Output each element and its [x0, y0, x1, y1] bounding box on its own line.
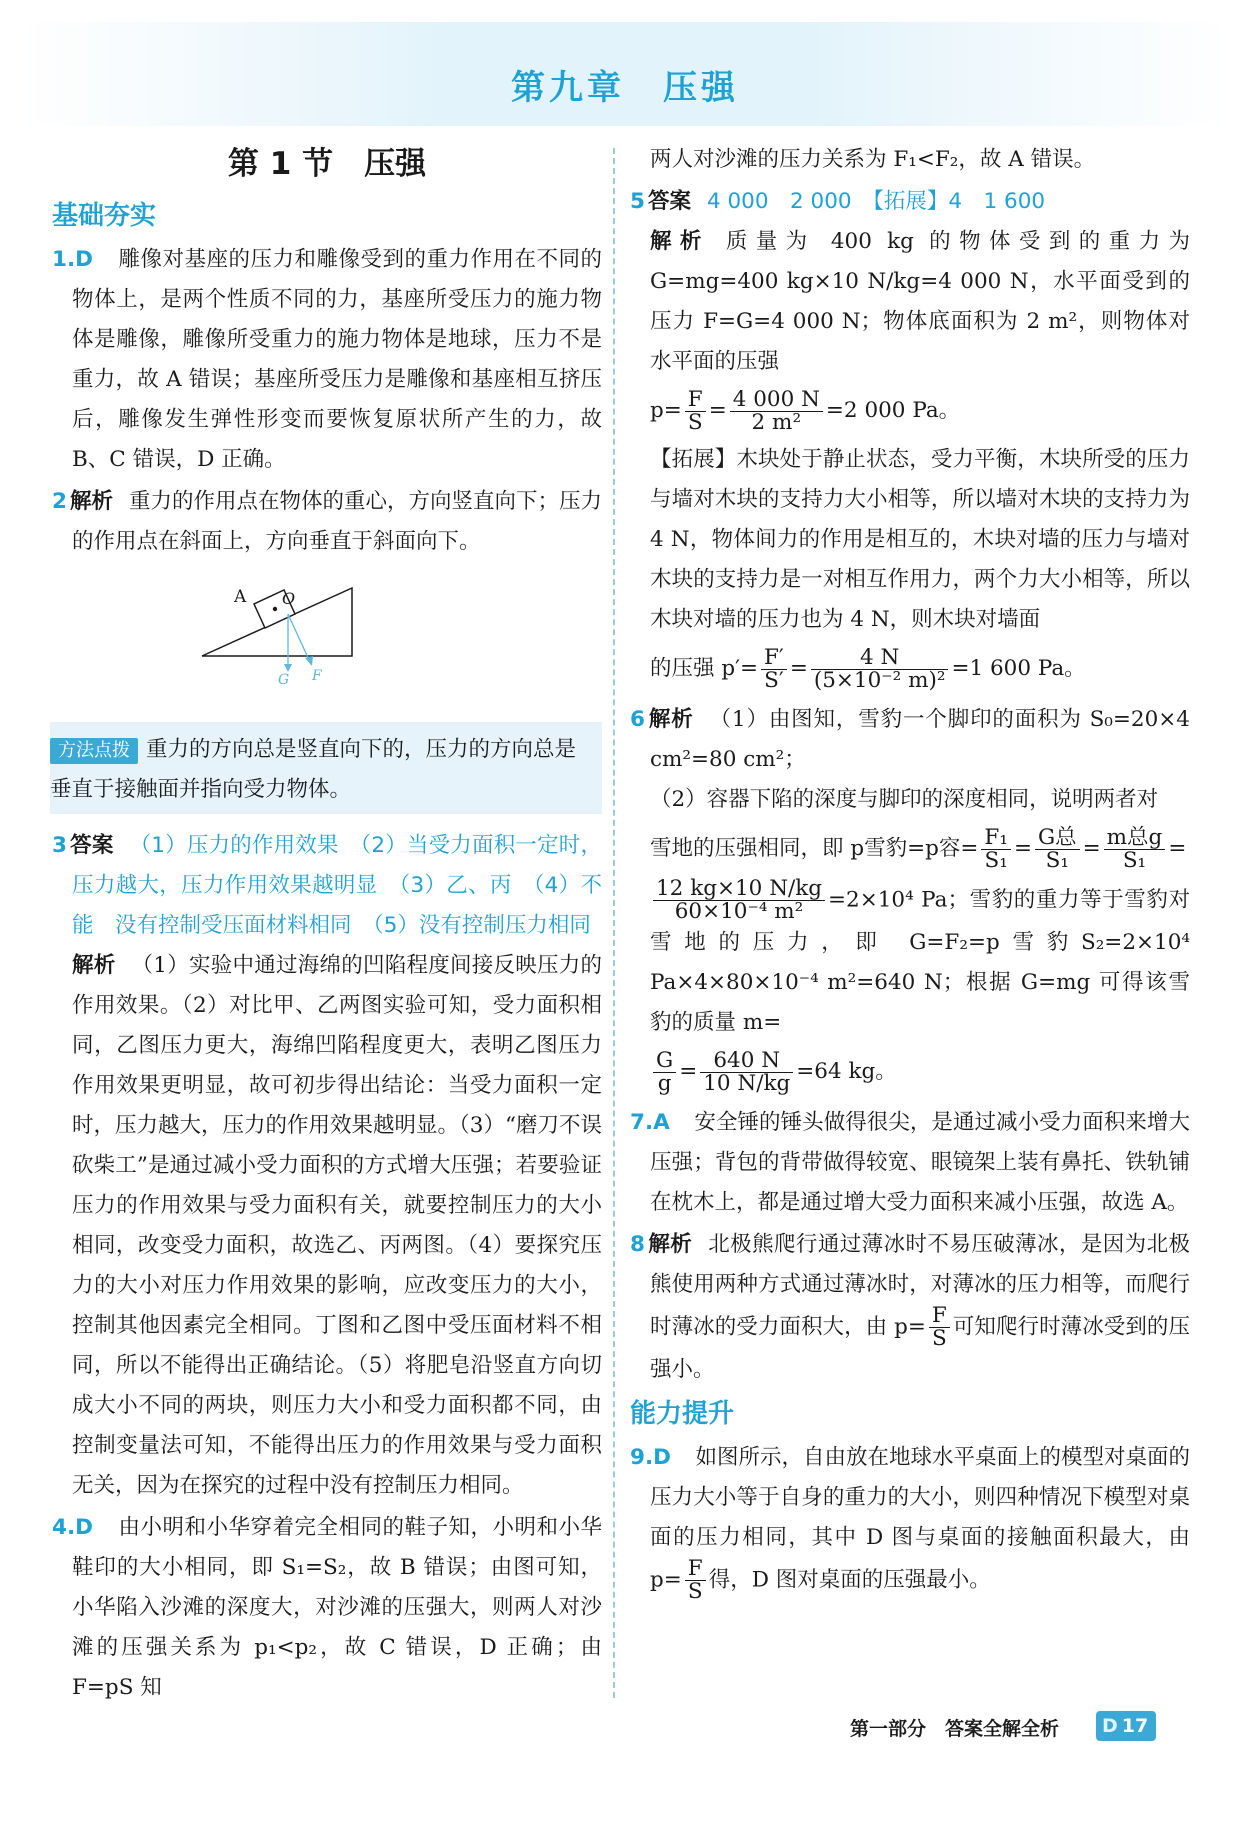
denominator: S′ — [764, 667, 784, 693]
question-number: 9.D — [630, 1445, 671, 1470]
analysis-text: （2）容器下陷的深度与脚印的深度相同，说明两者对 — [650, 787, 1159, 812]
force-diagram-wrap — [52, 576, 602, 700]
question-text: 重力的作用点在物体的重心，方向竖直向下；压力的作用点在斜面上，方向垂直于斜面向下。 — [72, 489, 602, 554]
denominator: S — [687, 1579, 703, 1604]
analysis-text: 质量为 400 kg 的物体受到的重力为 G=mg=400 kg×10 N/kg=4 000 N，水平面受到的压力 F=G=4 000 N；物体底面积为 2 m²，则物体对水平面的压强 — [650, 229, 1190, 374]
analysis-tag: 解析 — [647, 1232, 693, 1257]
extension-text: 【拓展】木块处于静止状态，受力平衡，木块所受的压力与墙对木块的支持力大小相等，所以墙对木块的支持力为 4 N，物体间力的作用是相互的，木块对墙的压力与墙对木块的支持力是一对相互作用力，两个力大小相等，所以木块对墙的压力也为 4 N，则木块对墙面 — [650, 447, 1190, 632]
tip-text: 重力的方向总是竖直向下的，压力的方向总是垂直于接触面并指向受力物体。 — [50, 737, 577, 802]
denominator: 2 m² — [751, 409, 802, 435]
analysis-text: （1）由图知，雪豹一个脚印的面积为 S₀=20×4 cm²=80 cm²； — [650, 707, 1190, 772]
tip-label: 方法点拨 — [50, 738, 138, 764]
numerator: G总 — [1035, 827, 1080, 850]
numerator: F — [685, 389, 706, 412]
page-number-badge — [1096, 1711, 1156, 1741]
question-number: 3 — [52, 833, 67, 858]
footer-part-label: 第一部分 答案全解全析 — [850, 1718, 1060, 1740]
equation-snow-2 — [650, 878, 1190, 1043]
page-number: 17 — [1121, 1715, 1149, 1737]
fraction — [761, 644, 787, 693]
section-title: 第 1 节 压强 — [227, 146, 427, 182]
method-tip — [50, 722, 602, 814]
numerator: 4 000 N — [730, 389, 823, 412]
analysis-text: （1）实验中通过海绵的凹陷程度间接反映压力的作用效果。（2）对比甲、乙两图实验可知，受力面积相同，乙图压力更大，海绵凹陷程度更大，表明乙图压力作用效果更明显，故可初步得出结论：当受力面积一定时，压力越大，压力的作用效果越明显。（3）“磨刀不误砍柴工”是通过减小受力面积的方式增大压强；若要验证压力的作用效果与受力面积有关，就要控制压力的大小相同，改变受力面积，故选乙、丙两图。（4）要探究压力的大小对压力作用效果的影响，应改变压力的大小，控制其他因素完全相同。丁图和乙图中受压面材料不相同，所以不能得出正确结论。（5）将肥皂沿竖直方向切成大小不同的两块，则压力大小和受力面积都不同，由控制变量法可知，不能得出压力的作用效果与受力面积无关，因为在探究的过程中没有控制压力相同。 — [72, 953, 602, 1498]
denominator: (5×10⁻² m)² — [813, 667, 946, 693]
chapter-title: 第九章 压强 — [511, 68, 739, 108]
numerator: 12 kg×10 N/kg — [653, 878, 825, 901]
question-text: 如图所示，自由放在地球水平桌面上的模型对桌面的压力大小等于自身的重力的大小，则四种情况下模型对桌面的压力相同，其中 D 图与桌面的接触面积最大，由 p= — [650, 1445, 1191, 1593]
eq-text: =2×10⁴ Pa；雪豹的重力等于雪豹对雪地的压力，即 G=F₂=p雪豹S₂=2×10⁴ Pa×4×80×10⁻⁴ m²=640 N；根据 G=mg 可得该雪豹的质量 m= — [650, 887, 1190, 1035]
analysis-tag: 解析 — [647, 707, 694, 732]
question-number: 5 — [630, 189, 645, 214]
question-4-continued — [630, 140, 1190, 180]
answer-text: 4 000 2 000 【拓展】4 1 600 — [706, 189, 1046, 214]
numerator: F₁ — [981, 827, 1011, 850]
equation-mass: $\frac{G}{g}$ = $\frac{640 N}{10 N/kg}$ =64 kg。 — [650, 1043, 1190, 1101]
numerator: m总g — [1104, 827, 1166, 850]
question-text: 得，D 图对桌面的压强最小。 — [708, 1567, 991, 1593]
fraction — [700, 1047, 793, 1096]
question-6 — [630, 700, 1190, 1101]
gravity-arrow-head — [284, 664, 292, 672]
fraction — [653, 1047, 676, 1096]
question-8 — [630, 1225, 1190, 1390]
eq-text: =2 000 Pa。 — [825, 398, 961, 423]
denominator: S — [687, 409, 703, 435]
eq-text: 雪地的压强相同，即 p雪豹=p容= — [650, 836, 979, 861]
fraction — [981, 824, 1011, 873]
answer-tag: 答案 — [647, 189, 691, 214]
eq-text: =1 600 Pa。 — [951, 656, 1086, 681]
incline-force-diagram — [192, 576, 362, 686]
right-column — [630, 140, 1190, 1605]
numerator: 640 N — [700, 1050, 793, 1073]
label-f: F — [312, 668, 322, 684]
analysis-tag: 解析 — [72, 953, 116, 978]
fraction — [685, 1558, 706, 1603]
subhead-basic: 基础夯实 — [52, 201, 157, 231]
denominator: S — [931, 1326, 947, 1351]
answer-text: （1）压力的作用效果 （2）当受力面积一定时，压力越大，压力作用效果越明显 （3）乙、丙 （4）不能 没有控制受压面材料相同 （5）没有控制压力相同 — [72, 833, 602, 938]
fraction — [929, 1305, 950, 1350]
question-number: 1.D — [52, 247, 93, 272]
question-text: 雕像对基座的压力和雕像受到的重力作用在不同的物体上，是两个性质不同的力，基座所受压力的施力物体是雕像，雕像所受重力的施力物体是地球，压力不是重力，故 A 错误；基座所受压力是雕像和基座相互挤压后，雕像发生弹性形变而要恢复原状所产生的力，故 B、C 错误，D 正确。 — [72, 247, 602, 472]
numerator: F′ — [761, 647, 787, 670]
analysis-text: 可知爬行时薄冰受到的压强小。 — [650, 1314, 1190, 1382]
question-number: 4.D — [52, 1515, 93, 1540]
question-2 — [52, 482, 602, 562]
question-number: 6 — [630, 707, 645, 732]
analysis-tag: 解析 — [650, 229, 710, 254]
fraction — [685, 386, 706, 435]
equation-2: 的压强 p′= $\frac{F'}{S'}$ = $\frac{4 N}{\text{(5×10⁻² m)²}}$ =1 600 Pa。 — [650, 644, 1086, 693]
numerator: F — [685, 1558, 706, 1581]
question-text: 两人对沙滩的压力关系为 F₁<F₂，故 A 错误。 — [650, 147, 1096, 172]
eq-text: =64 kg。 — [796, 1059, 897, 1084]
denominator: g — [657, 1070, 672, 1096]
question-number: 2 — [52, 489, 67, 514]
question-text: 安全锤的锤头做得很尖，是通过减小受力面积来增大压强；背包的背带做得较宽、眼镜架上装有鼻托、铁轨铺在枕木上，都是通过增大受力面积来减小压强，故选 A。 — [650, 1110, 1190, 1215]
eq-text: p= — [650, 398, 682, 423]
question-1 — [52, 240, 602, 480]
analysis-tag: 解析 — [69, 489, 113, 514]
label-g: G — [278, 672, 290, 686]
denominator: 10 N/kg — [703, 1070, 791, 1096]
badge-letter: D — [1102, 1715, 1118, 1737]
eq-text: 的压强 p′= — [650, 656, 758, 681]
pressure-arrow — [288, 614, 310, 662]
fraction — [730, 386, 823, 435]
question-9 — [630, 1438, 1190, 1603]
center-point — [273, 607, 277, 611]
denominator: 60×10⁻⁴ m² — [674, 899, 804, 924]
fraction — [1104, 824, 1166, 873]
pressure-arrow-head — [305, 656, 313, 666]
question-3 — [52, 826, 602, 1506]
equation-snow: 雪地的压强相同，即 p雪豹=p容= $\frac{\text{F₁}}{\text{S₁}}$ = $\frac{\text{G总}}{\text{S₁}}$ = $\frac{\text{m总g}}{\text{S₁}}$ = — [650, 824, 1187, 873]
column-divider — [613, 148, 615, 1698]
analysis-text: 北极熊爬行通过薄冰时不易压破薄冰，是因为北极熊使用两种方式通过薄冰时，对薄冰的压力相等，而爬行时薄冰的受力面积大，由 p= — [650, 1232, 1190, 1340]
question-4 — [52, 1508, 602, 1708]
label-a: A — [234, 587, 247, 607]
fraction — [653, 878, 825, 923]
equation-1: p= $\frac{F}{S}$ = $\frac{4 000 N}{\text{2 m²}}$ =2 000 Pa。 — [650, 386, 961, 435]
numerator: G — [653, 1050, 676, 1073]
answer-tag: 答案 — [69, 833, 114, 858]
question-5 — [630, 182, 1190, 698]
question-number: 8 — [630, 1232, 645, 1257]
fraction — [811, 644, 949, 693]
question-number: 7.A — [630, 1110, 670, 1135]
fraction — [1035, 824, 1080, 873]
question-text: 由小明和小华穿着完全相同的鞋子知，小明和小华鞋印的大小相同，即 S₁=S₂，故 B 错误；由图可知，小华陷入沙滩的深度大，对沙滩的压强大，则两人对沙滩的压强关系为 p₁<p₂，故 C 错误，D 正确；由 F=pS 知 — [72, 1515, 602, 1700]
denominator: S₁ — [984, 847, 1008, 873]
numerator: F — [929, 1305, 950, 1328]
left-column — [52, 140, 602, 1710]
question-7 — [630, 1103, 1190, 1223]
denominator: S₁ — [1045, 847, 1069, 873]
label-o: O — [282, 589, 296, 608]
subhead-advanced: 能力提升 — [630, 1399, 735, 1429]
numerator: 4 N — [811, 647, 949, 670]
denominator: S₁ — [1122, 847, 1147, 873]
